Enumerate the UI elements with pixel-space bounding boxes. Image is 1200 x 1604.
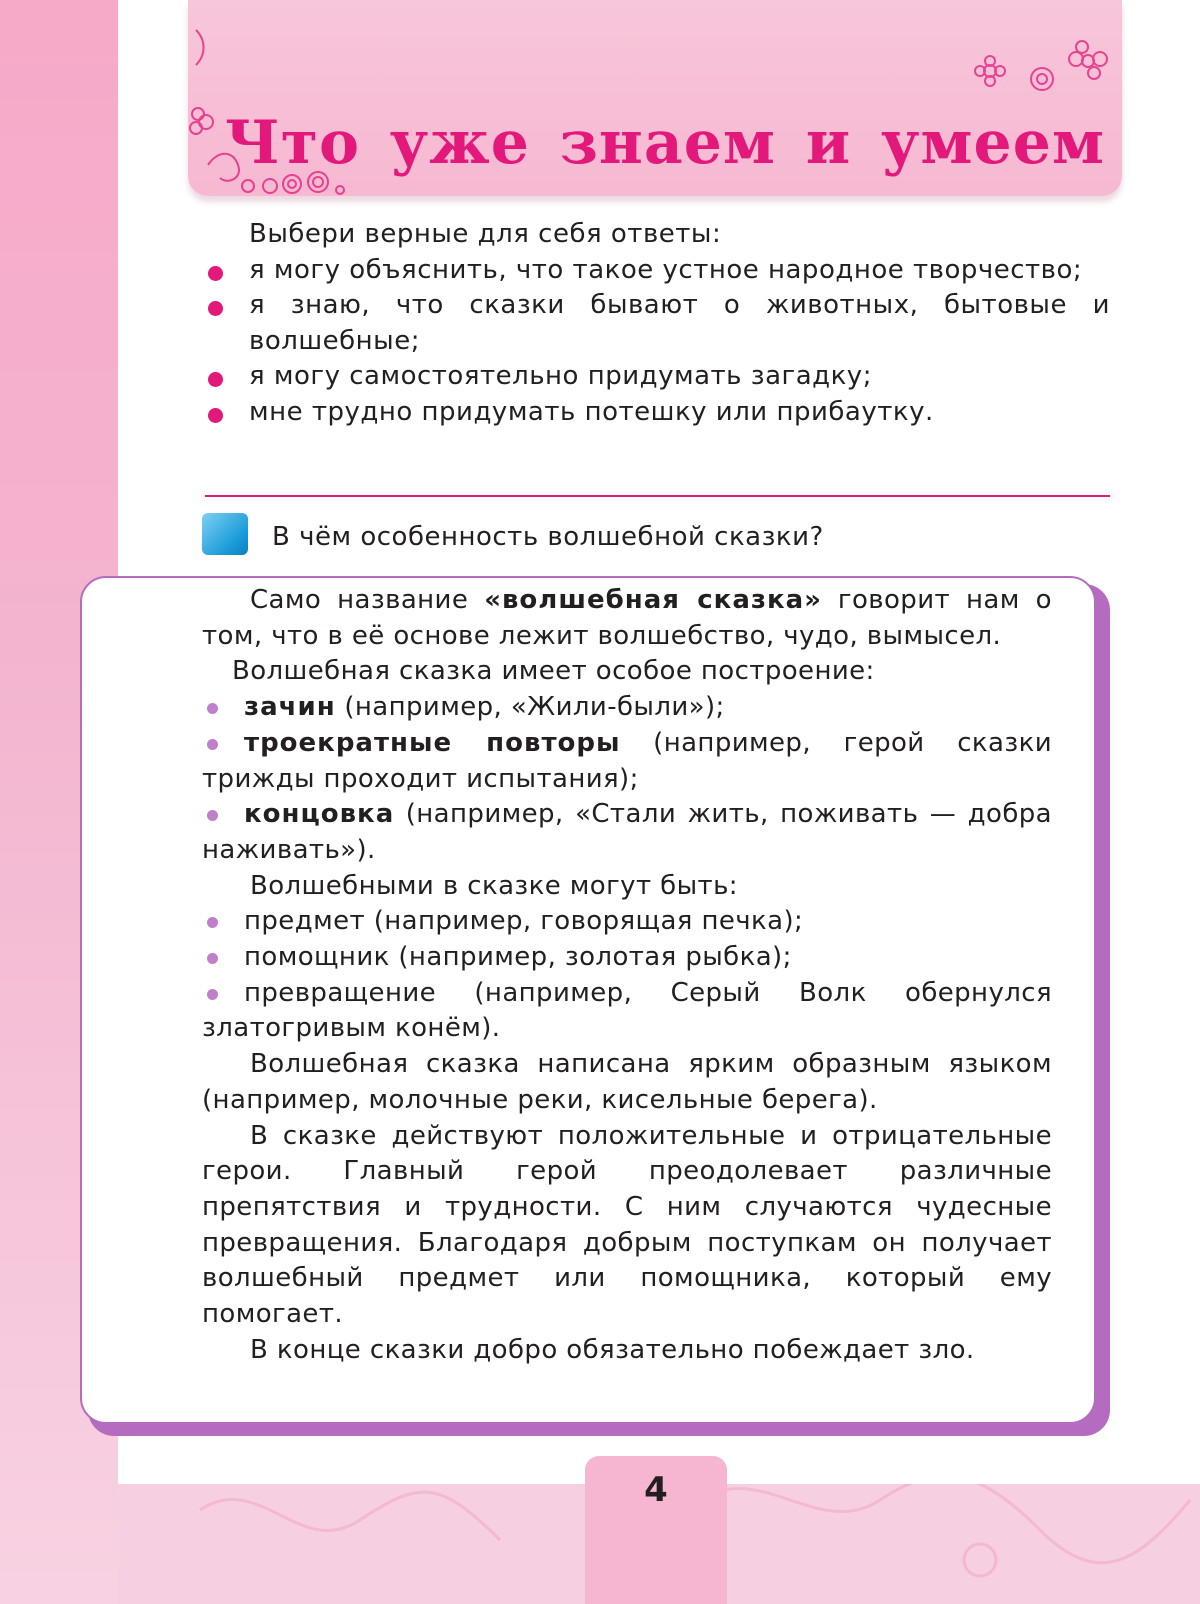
- title-word: и: [805, 108, 852, 178]
- list-item: предмет (например, говорящая печка);: [202, 904, 1052, 940]
- structure-list: [202, 690, 1052, 869]
- title-word: Что: [225, 108, 360, 178]
- self-check-instruction: Выбери верные для себя ответы:: [249, 219, 722, 249]
- title-word: уже: [389, 108, 530, 178]
- bold-term: троекратные повторы: [244, 727, 621, 758]
- paragraph: В конце сказки добро обязательно побеждает зло.: [250, 1334, 975, 1365]
- title-word: знаем: [559, 108, 777, 178]
- self-check-list: [205, 253, 1110, 431]
- paragraph: Волшебными в сказке могут быть:: [250, 870, 738, 901]
- list-item: зачин (например, «Жили-были»);: [202, 690, 1052, 726]
- paragraph: Само название «волшебная сказка» говорит нам о том, что в её основе лежит волшебство, чудо, вымысел.: [202, 585, 1052, 651]
- paragraph: Волшебная сказка написана ярким образным языком (например, молочные реки, кисельные берега).: [202, 1049, 1052, 1115]
- question-square-icon: [202, 513, 248, 555]
- page-number: 4: [644, 1470, 668, 1510]
- list-item: я могу самостоятельно придумать загадку;: [205, 359, 1110, 395]
- self-check-section: [205, 217, 1110, 430]
- bold-term: зачин: [244, 692, 336, 723]
- flower-ornament-right: [970, 35, 1110, 100]
- list-item: мне трудно придумать потешку или прибаутку.: [205, 395, 1110, 431]
- paragraph: Волшебная сказка имеет особое построение:: [232, 656, 875, 687]
- paragraph: В сказке действуют положительные и отрицательные герои. Главный герой преодолевает различные препятствия и трудности. С ним случаются чудесные превращения. Благодаря добрым поступкам он получает волшебный предмет или помощника, который ему помогает.: [202, 1120, 1052, 1330]
- list-item: троекратные повторы (например, герой сказки трижды проходит испытания);: [202, 726, 1052, 797]
- list-item: я знаю, что сказки бывают о животных, бытовые и волшебные;: [205, 288, 1110, 359]
- bold-term: концовка: [244, 799, 395, 830]
- title-word: умеем: [881, 108, 1105, 178]
- infobox-text: [202, 583, 1052, 1368]
- page-title: [225, 108, 1105, 178]
- list-item: превращение (например, Серый Волк обернулся златогривым конём).: [202, 976, 1052, 1047]
- bold-term: «волшебная сказка»: [484, 585, 822, 615]
- list-item: я могу объяснить, что такое устное народное творчество;: [205, 253, 1110, 289]
- section-question: В чём особенность волшебной сказки?: [272, 522, 824, 552]
- list-item: помощник (например, золотая рыбка);: [202, 940, 1052, 976]
- magic-list: [202, 904, 1052, 1047]
- section-divider: [205, 495, 1110, 497]
- list-item: концовка (например, «Стали жить, поживать — добра наживать»).: [202, 797, 1052, 868]
